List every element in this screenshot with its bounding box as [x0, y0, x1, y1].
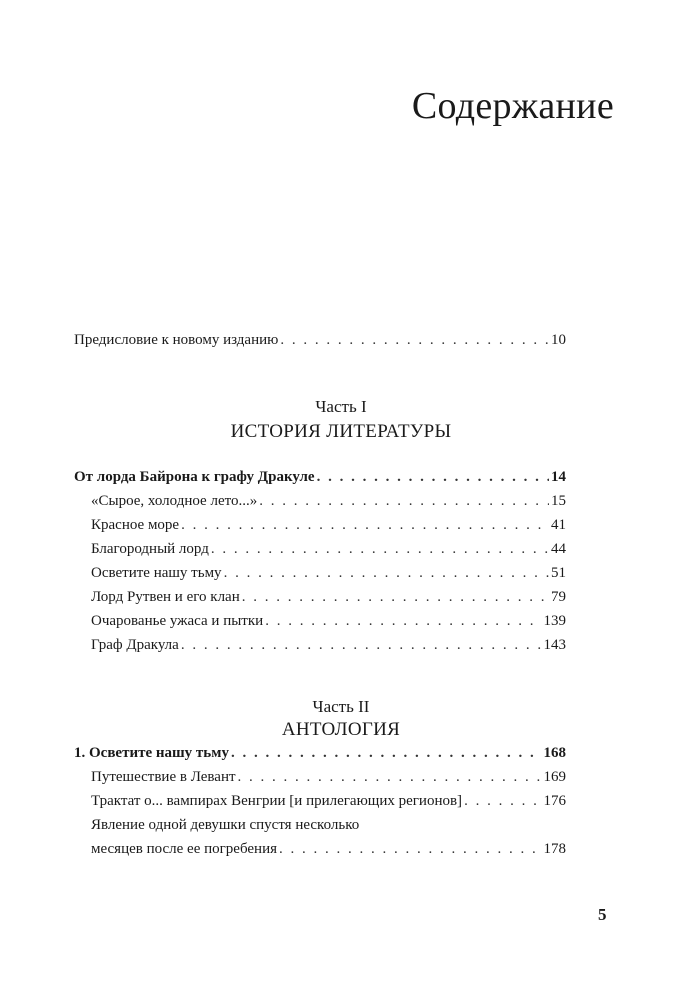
part-1-title: ИСТОРИЯ ЛИТЕРАТУРЫ: [230, 421, 452, 442]
dot-leader: [317, 467, 549, 487]
toc-entry-page: 79: [551, 589, 566, 605]
toc-entry[interactable]: [91, 563, 566, 583]
toc-entry-page: 44: [551, 541, 566, 557]
part-1-label: Часть I: [315, 397, 367, 416]
dot-leader: [181, 515, 549, 535]
dot-leader: [231, 743, 542, 763]
toc-entry-page: 168: [543, 745, 566, 761]
toc-section-part1[interactable]: [74, 467, 566, 487]
toc-entry[interactable]: [91, 791, 566, 811]
toc-entry-page: 10: [551, 332, 566, 348]
toc-entry-label: «Сырое, холодное лето...»: [91, 493, 258, 509]
toc-entry[interactable]: [91, 539, 566, 559]
toc-entry-page: 14: [551, 469, 566, 485]
dot-leader: [242, 587, 549, 607]
toc-entry-label: 1. Осветите нашу тьму: [74, 745, 229, 761]
toc-entry-label: Осветите нашу тьму: [91, 565, 222, 581]
dot-leader: [279, 839, 542, 859]
toc-entry[interactable]: [91, 491, 566, 511]
dot-leader: [224, 563, 549, 583]
dot-leader: [265, 611, 541, 631]
toc-entry-label-line1[interactable]: Явление одной девушки спустя несколько: [91, 817, 360, 833]
toc-entry[interactable]: [91, 587, 566, 607]
page-number: 5: [598, 905, 607, 924]
toc-entry[interactable]: [91, 611, 566, 631]
page-title: Содержание: [411, 85, 614, 127]
toc-entry-label: Красное море: [91, 517, 180, 533]
toc-entry-label: Благородный лорд: [91, 541, 209, 557]
dot-leader: [280, 330, 549, 350]
toc-entry-page: 169: [543, 769, 566, 785]
toc-entry-label: От лорда Байрона к графу Дракуле: [74, 469, 315, 485]
toc-entry-label: Граф Дракула: [91, 637, 179, 653]
dot-leader: [259, 491, 549, 511]
toc-entry-label-line2: месяцев после ее погребения: [91, 841, 277, 857]
toc-entry-page: 176: [543, 793, 566, 809]
toc-entry-page: 139: [543, 613, 566, 629]
toc-entry-label: Предисловие к новому изданию: [74, 332, 279, 348]
toc-entry[interactable]: [91, 839, 566, 859]
toc-entry-page: 51: [551, 565, 566, 581]
dot-leader: [181, 635, 542, 655]
part-2-title: АНТОЛОГИЯ: [281, 719, 401, 740]
toc-entry[interactable]: [91, 635, 566, 655]
toc-entry[interactable]: [91, 767, 566, 787]
toc-entry[interactable]: [91, 515, 566, 535]
toc-entry-label: Трактат о... вампирах Венгрии [и прилегающих регионов]: [91, 793, 463, 809]
toc-entry-page: 41: [551, 517, 566, 533]
dot-leader: [211, 539, 549, 559]
toc-entry-page: 15: [551, 493, 566, 509]
toc-entry-label: Очарованье ужаса и пытки: [91, 613, 264, 629]
toc-entry-preface[interactable]: [74, 330, 566, 350]
dot-leader: [464, 791, 541, 811]
toc-section-part2[interactable]: [74, 743, 566, 763]
part-2-label: Часть II: [312, 697, 370, 716]
dot-leader: [238, 767, 542, 787]
toc-entry-page: 178: [543, 841, 566, 857]
toc-entry-label: Путешествие в Левант: [91, 769, 236, 785]
toc-entry-page: 143: [543, 637, 566, 653]
toc-entry-label: Лорд Рутвен и его клан: [91, 589, 240, 605]
